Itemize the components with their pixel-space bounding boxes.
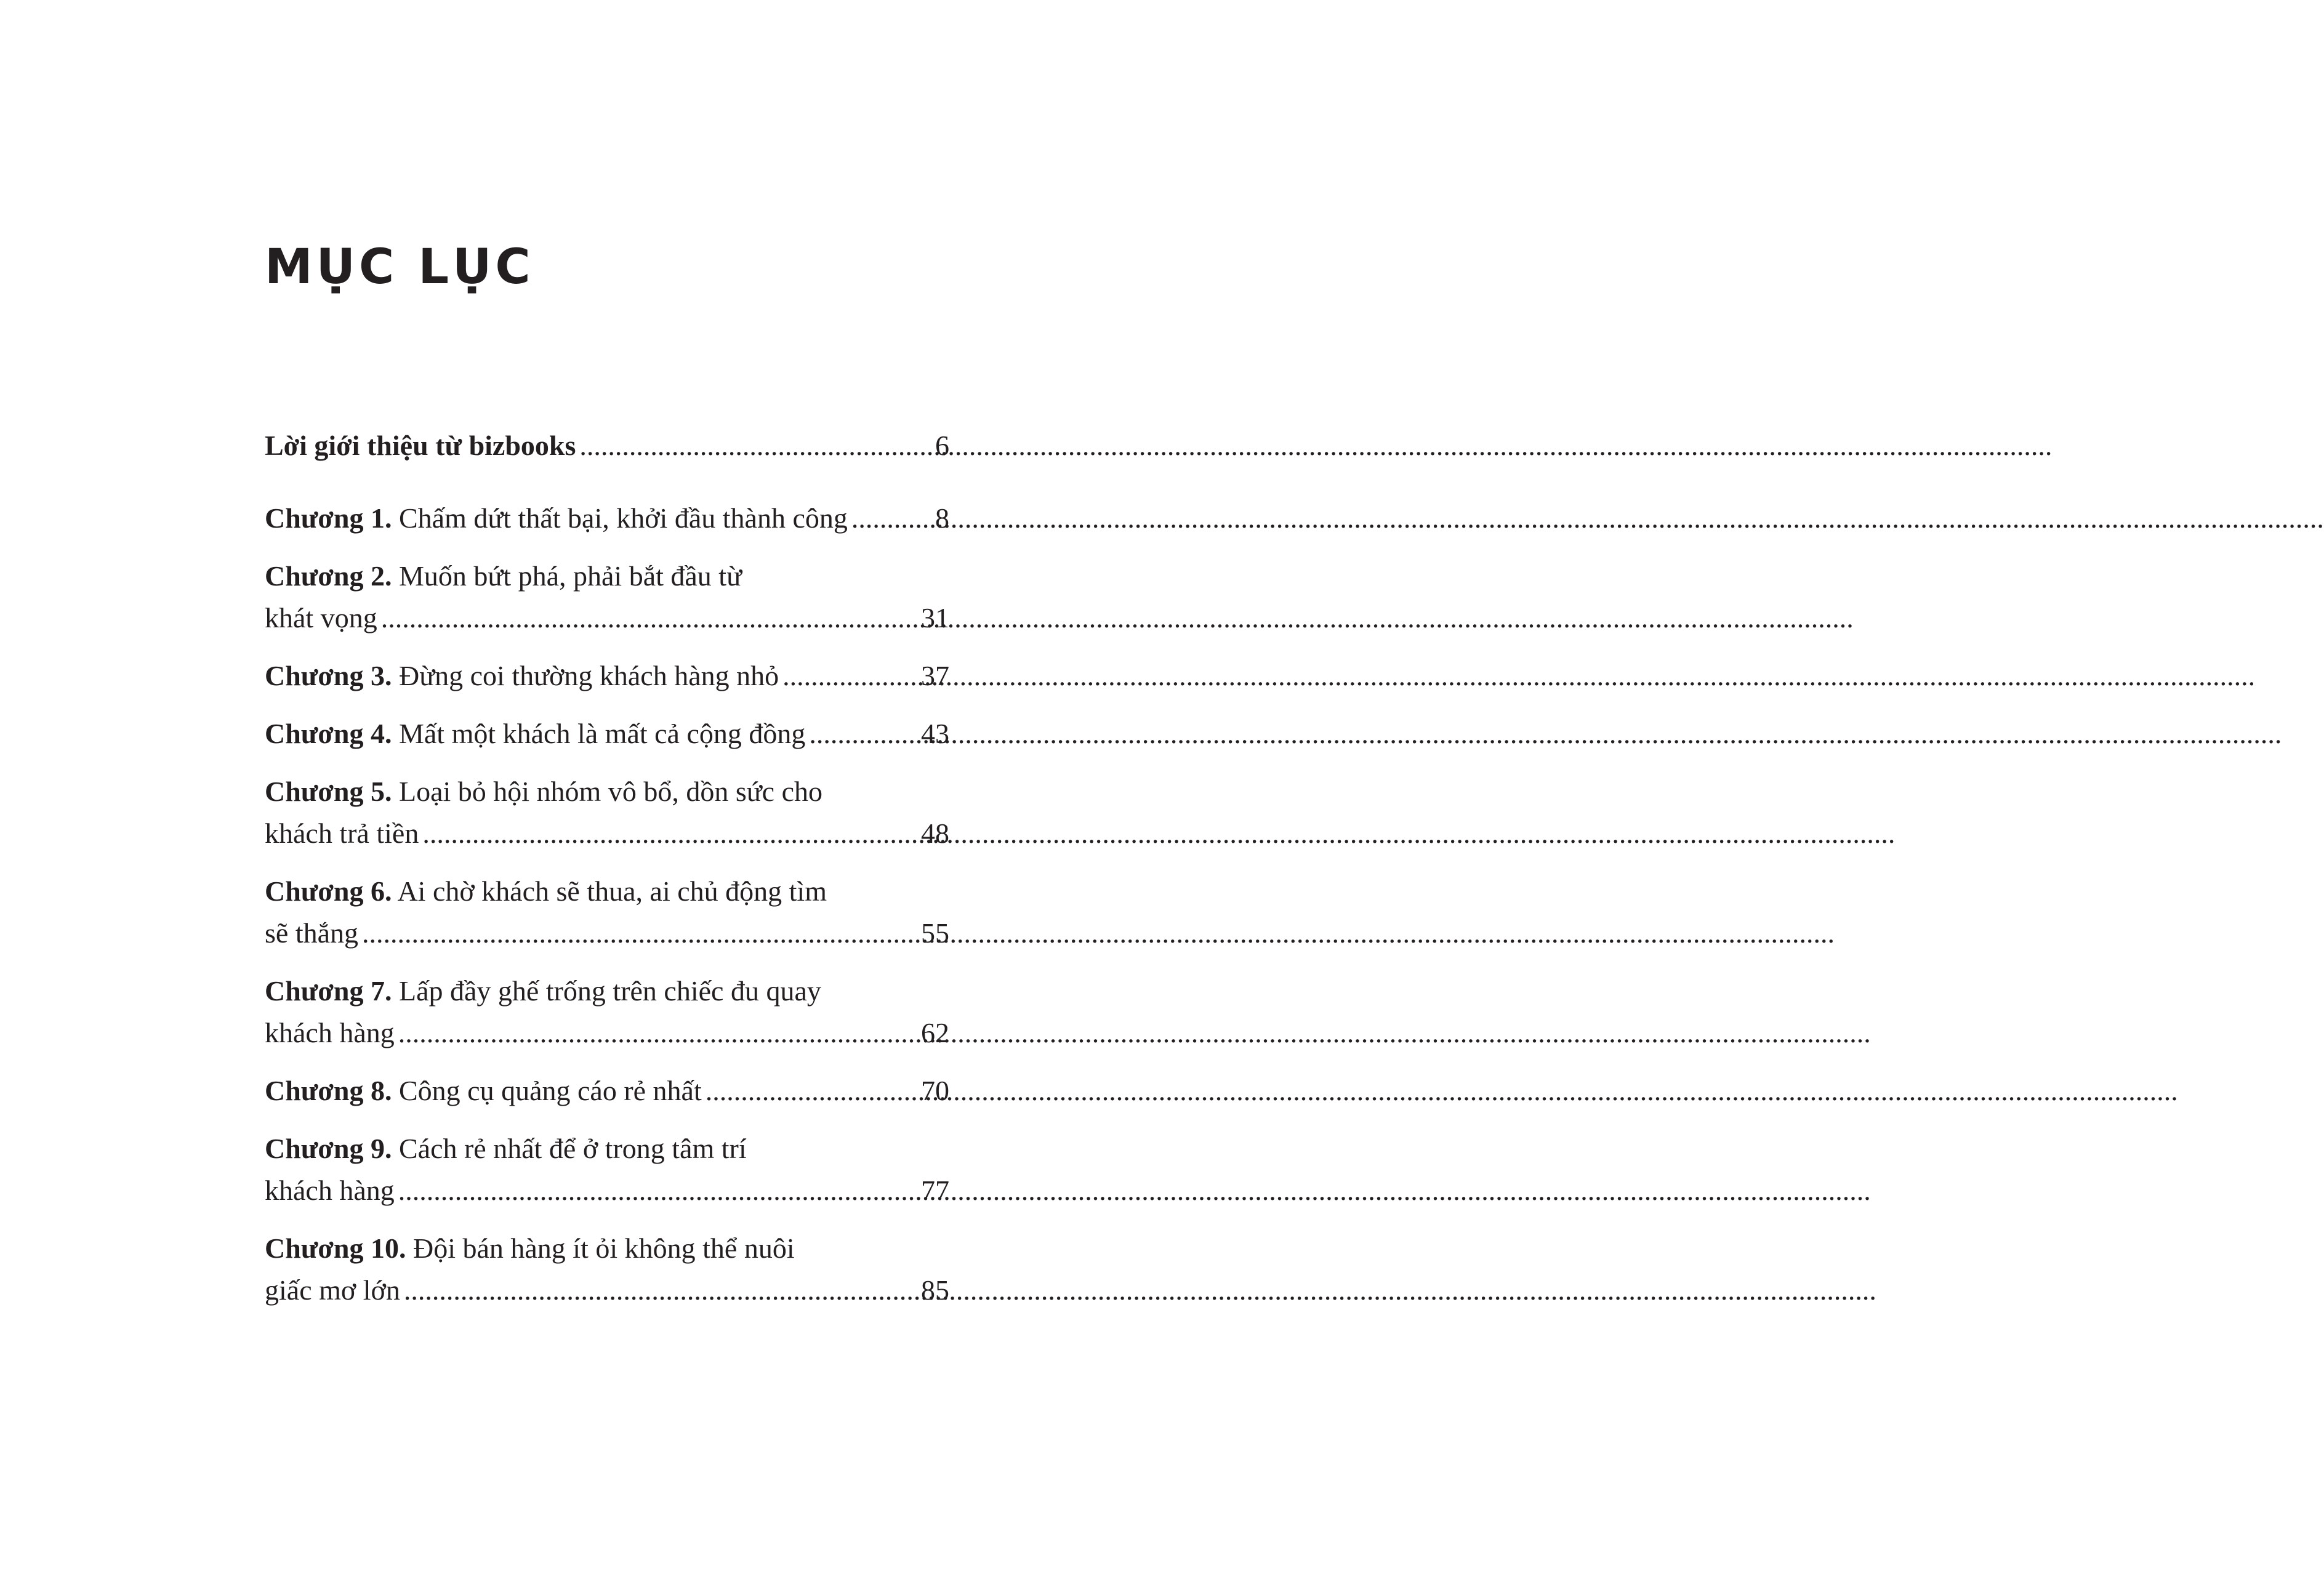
chapter-label: Chương 1. (265, 502, 392, 534)
dot-leader (706, 1070, 917, 1112)
toc-entry-heading (265, 1128, 949, 1170)
chapter-label: Chương 5. (265, 776, 392, 807)
toc-entry-chapter-5[interactable] (265, 771, 949, 854)
dot-leader (398, 1012, 917, 1054)
toc-entry-chapter-3[interactable] (265, 655, 949, 697)
dot-leader (782, 655, 917, 697)
chapter-title: Chấm dứt thất bại, khởi đầu thành công (398, 502, 848, 534)
chapter-title: Cách rẻ nhất để ở trong tâm trí (398, 1133, 747, 1164)
chapter-label: Chương 8. (265, 1075, 392, 1106)
dot-leader (404, 1269, 917, 1311)
chapter-label: Chương 9. (265, 1133, 392, 1164)
toc-line (265, 813, 949, 854)
toc-line (265, 1269, 949, 1311)
toc-line (265, 1012, 949, 1054)
toc-entry-chapter-1[interactable] (265, 497, 949, 539)
chapter-title-continued: giấc mơ lớn (265, 1274, 400, 1306)
toc-entry-chapter-6[interactable] (265, 870, 949, 954)
toc-entry-heading (265, 655, 779, 697)
toc-entry-heading (265, 1070, 702, 1112)
toc-entry-chapter-2[interactable] (265, 555, 949, 639)
toc-entry-heading (265, 870, 949, 912)
toc-line (265, 1170, 949, 1212)
toc-entry-chapter-4[interactable] (265, 713, 949, 755)
page-number: 6 (935, 430, 949, 461)
chapter-title: Lấp đầy ghế trống trên chiếc đu quay (398, 975, 821, 1007)
toc-entry-intro[interactable] (265, 425, 949, 467)
table-of-contents (265, 425, 949, 1327)
chapter-label: Chương 3. (265, 660, 392, 691)
page-number: 48 (921, 818, 949, 849)
toc-line (265, 497, 949, 539)
toc-entry-title: Lời giới thiệu từ bizbooks (265, 430, 576, 461)
toc-line (265, 597, 949, 639)
chapter-title: Công cụ quảng cáo rẻ nhất (398, 1075, 702, 1106)
toc-line (265, 912, 949, 954)
chapter-title: Mất một khách là mất cả cộng đồng (398, 718, 806, 749)
toc-line (265, 1070, 949, 1112)
toc-line (265, 655, 949, 697)
toc-entry-heading (265, 970, 949, 1012)
chapter-title: Đừng coi thường khách hàng nhỏ (398, 660, 779, 691)
toc-entry-chapter-10[interactable] (265, 1228, 949, 1311)
chapter-title-continued: khách hàng (265, 1017, 395, 1048)
chapter-title-continued: khách trả tiền (265, 818, 419, 849)
chapter-title: Muốn bứt phá, phải bắt đầu từ (398, 560, 742, 592)
page-number: 31 (921, 602, 949, 633)
page-title: MỤC LỤC (265, 239, 534, 295)
toc-entry-heading (265, 713, 805, 755)
chapter-label: Chương 10. (265, 1232, 406, 1264)
toc-entry-chapter-9[interactable] (265, 1128, 949, 1212)
page-number: 70 (921, 1075, 949, 1106)
chapter-label: Chương 7. (265, 975, 392, 1007)
dot-leader (381, 597, 917, 639)
page-number: 37 (921, 660, 949, 691)
toc-entry-heading (265, 555, 949, 597)
toc-entry-heading (265, 771, 949, 813)
chapter-title: Ai chờ khách sẽ thua, ai chủ động tìm (397, 875, 827, 907)
dot-leader (809, 713, 917, 755)
toc-entry-heading (265, 497, 848, 539)
page-number: 55 (921, 917, 949, 949)
page-number: 8 (935, 502, 949, 534)
chapter-label: Chương 6. (265, 875, 392, 907)
dot-leader (398, 1170, 917, 1212)
chapter-title-continued: khát vọng (265, 602, 377, 633)
dot-leader (422, 813, 917, 854)
toc-entry-heading (265, 1228, 949, 1269)
toc-line (265, 425, 949, 467)
chapter-label: Chương 2. (265, 560, 392, 592)
chapter-title: Loại bỏ hội nhóm vô bổ, dồn sức cho (398, 776, 822, 807)
page-number: 43 (921, 718, 949, 749)
dot-leader (851, 497, 931, 539)
dot-leader (362, 912, 917, 954)
page-number: 62 (921, 1017, 949, 1048)
chapter-title: Đội bán hàng ít ỏi không thể nuôi (412, 1232, 795, 1264)
page-number: 77 (921, 1175, 949, 1206)
toc-entry-chapter-8[interactable] (265, 1070, 949, 1112)
toc-line (265, 713, 949, 755)
chapter-title-continued: sẽ thắng (265, 917, 359, 949)
page-number: 85 (921, 1274, 949, 1306)
toc-entry-chapter-7[interactable] (265, 970, 949, 1054)
chapter-title-continued: khách hàng (265, 1175, 395, 1206)
dot-leader (579, 425, 931, 467)
chapter-label: Chương 4. (265, 718, 392, 749)
